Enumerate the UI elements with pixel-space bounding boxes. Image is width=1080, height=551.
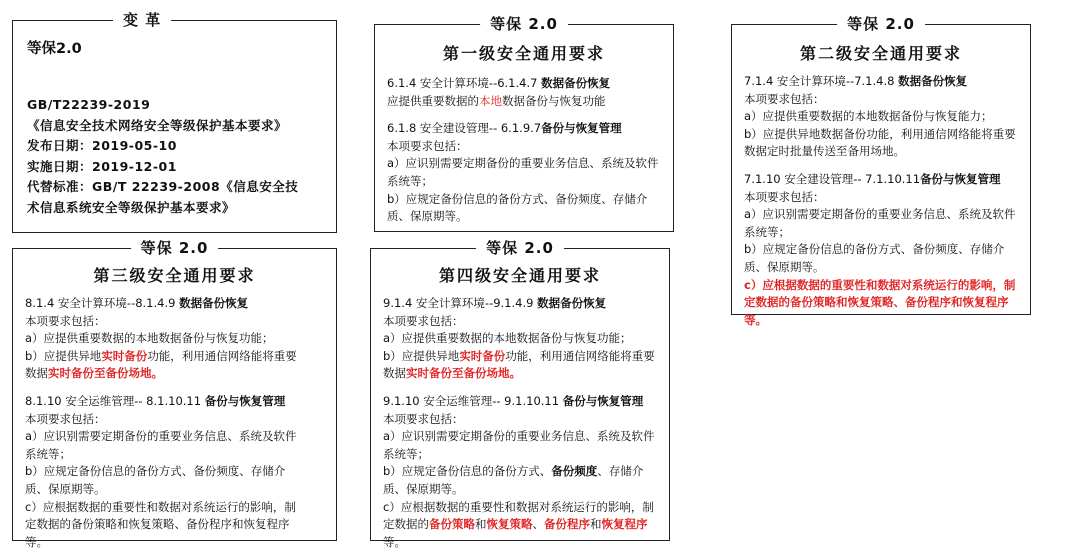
publish-date: 发布日期：2019-05-10 bbox=[27, 138, 177, 153]
level4-s2-c3: 等。 bbox=[383, 534, 406, 549]
level2-s2-b: b）应规定备份信息的备份方式、备份频度、存储介 bbox=[744, 242, 1005, 257]
level4-s1-intro: 本项要求包括： bbox=[383, 313, 464, 328]
level1-s1-text: 应提供重要数据的本地数据备份与恢复功能 bbox=[387, 93, 606, 108]
level1-s2-b2: 质、保原期等。 bbox=[387, 209, 468, 224]
level2-s2-c3: 等。 bbox=[744, 312, 767, 327]
level2-s1-heading: 7.1.4 安全计算环境--7.1.4.8 数据备份恢复 bbox=[744, 74, 968, 88]
level3-title: 第三级安全通用要求 bbox=[93, 266, 256, 285]
level3-s1-heading: 8.1.4 安全计算环境--8.1.4.9 数据备份恢复 bbox=[25, 296, 249, 310]
level4-box bbox=[370, 239, 670, 549]
level2-s2-intro: 本项要求包括： bbox=[744, 189, 825, 204]
level3-s2-b2: 质、保原期等。 bbox=[25, 481, 106, 496]
level4-title: 第四级安全通用要求 bbox=[438, 266, 601, 285]
level3-s2-intro: 本项要求包括： bbox=[25, 411, 106, 426]
level1-s2-heading: 6.1.8 安全建设管理-- 6.1.9.7备份与恢复管理 bbox=[387, 121, 622, 136]
level2-s2-c: c）应根据数据的重要性和数据对系统运行的影响，制 bbox=[744, 277, 1016, 292]
replace-standard: 代替标准：GB/T 22239-2008《信息安全技 bbox=[27, 179, 299, 194]
level4-s1-b: b）应提供异地实时备份功能，利用通信网络能将重要 bbox=[383, 348, 655, 363]
level4-s2-intro: 本项要求包括： bbox=[383, 411, 464, 426]
level4-s1-b2: 数据实时备份至备份场地。 bbox=[383, 366, 521, 381]
level3-box bbox=[12, 239, 337, 549]
level1-s2-intro: 本项要求包括： bbox=[387, 138, 468, 153]
standard-name: 《信息安全技术网络安全等级保护基本要求》 bbox=[27, 117, 288, 133]
level3-s1-b2: 数据实时备份至备份场地。 bbox=[25, 366, 163, 381]
level3-s1-intro: 本项要求包括： bbox=[25, 313, 106, 328]
level2-legend: 等保 2.0 bbox=[837, 15, 925, 33]
level1-s2-a: a）应识别需要定期备份的重要业务信息、系统及软件 bbox=[387, 156, 659, 171]
change-legend: 变 革 bbox=[113, 11, 171, 29]
level2-s2-heading: 7.1.10 安全建设管理-- 7.1.10.11备份与恢复管理 bbox=[744, 171, 1001, 186]
level2-s2-a2: 系统等； bbox=[744, 224, 790, 239]
standard-code: GB/T22239-2019 bbox=[27, 97, 151, 112]
level2-title: 第二级安全通用要求 bbox=[799, 44, 962, 63]
level1-s2-a2: 系统等； bbox=[387, 173, 433, 188]
level4-s2-c2: 定数据的备份策略和恢复策略、备份程序和恢复程序 bbox=[383, 517, 648, 532]
change-details bbox=[27, 95, 328, 218]
level3-s1-a: a）应提供重要数据的本地数据备份与恢复功能； bbox=[25, 331, 274, 346]
level3-s2-a2: 系统等； bbox=[25, 446, 71, 461]
replace-standard-cont: 术信息系统安全等级保护基本要求》 bbox=[27, 199, 236, 215]
level3-content bbox=[25, 295, 328, 551]
level4-legend: 等保 2.0 bbox=[476, 239, 564, 257]
level4-content bbox=[383, 295, 661, 551]
level1-s2-b: b）应规定备份信息的备份方式、备份频度、存储介 bbox=[387, 191, 648, 206]
level2-s2-a: a）应识别需要定期备份的重要业务信息、系统及软件 bbox=[744, 207, 1016, 222]
change-title: 等保2.0 bbox=[27, 41, 82, 57]
level1-legend: 等保 2.0 bbox=[480, 15, 568, 33]
level4-s2-heading: 9.1.10 安全运维管理-- 9.1.10.11 备份与恢复管理 bbox=[383, 393, 644, 408]
level1-content bbox=[387, 75, 665, 226]
level3-s2-a: a）应识别需要定期备份的重要业务信息、系统及软件 bbox=[25, 429, 297, 444]
level4-s1-heading: 9.1.4 安全计算环境--9.1.4.9 数据备份恢复 bbox=[383, 296, 607, 310]
level2-s1-b: b）应提供异地数据备份功能，利用通信网络能将重要 bbox=[744, 126, 1016, 141]
implement-date: 实施日期：2019-12-01 bbox=[27, 158, 177, 174]
level1-box bbox=[374, 15, 674, 232]
level4-s2-a2: 系统等； bbox=[383, 446, 429, 461]
level3-s2-c: c）应根据数据的重要性和数据对系统运行的影响，制 bbox=[25, 499, 296, 514]
level3-s2-c2: 定数据的备份策略和恢复策略、备份程序和恢复程序 bbox=[25, 517, 290, 532]
change-box bbox=[12, 11, 337, 233]
level2-s1-a: a）应提供重要数据的本地数据备份与恢复能力； bbox=[744, 109, 993, 124]
level2-s2-c2: 定数据的备份策略和恢复策略、备份程序和恢复程序 bbox=[744, 295, 1009, 310]
level2-box bbox=[731, 15, 1031, 327]
level3-s2-heading: 8.1.10 安全运维管理-- 8.1.10.11 备份与恢复管理 bbox=[25, 393, 286, 408]
level2-s1-b2: 数据定时批量传送至备用场地。 bbox=[744, 144, 905, 159]
level3-s1-b: b）应提供异地实时备份功能，利用通信网络能将重要 bbox=[25, 348, 297, 363]
level1-title: 第一级安全通用要求 bbox=[442, 44, 605, 63]
level4-s2-a: a）应识别需要定期备份的重要业务信息、系统及软件 bbox=[383, 429, 655, 444]
level4-s1-a: a）应提供重要数据的本地数据备份与恢复功能； bbox=[383, 331, 632, 346]
level3-legend: 等保 2.0 bbox=[131, 239, 219, 257]
level2-s1-intro: 本项要求包括： bbox=[744, 91, 825, 106]
level4-s2-c: c）应根据数据的重要性和数据对系统运行的影响，制 bbox=[383, 499, 654, 514]
level4-s2-b: b）应规定备份信息的备份方式、备份频度、存储介 bbox=[383, 464, 644, 479]
level3-s2-c3: 等。 bbox=[25, 534, 48, 549]
level3-s2-b: b）应规定备份信息的备份方式、备份频度、存储介 bbox=[25, 464, 286, 479]
level2-content bbox=[744, 73, 1022, 329]
level4-s2-b2: 质、保原期等。 bbox=[383, 481, 464, 496]
level2-s2-b2: 质、保原期等。 bbox=[744, 259, 825, 274]
level1-s1-heading: 6.1.4 安全计算环境--6.1.4.7 数据备份恢复 bbox=[387, 76, 611, 90]
